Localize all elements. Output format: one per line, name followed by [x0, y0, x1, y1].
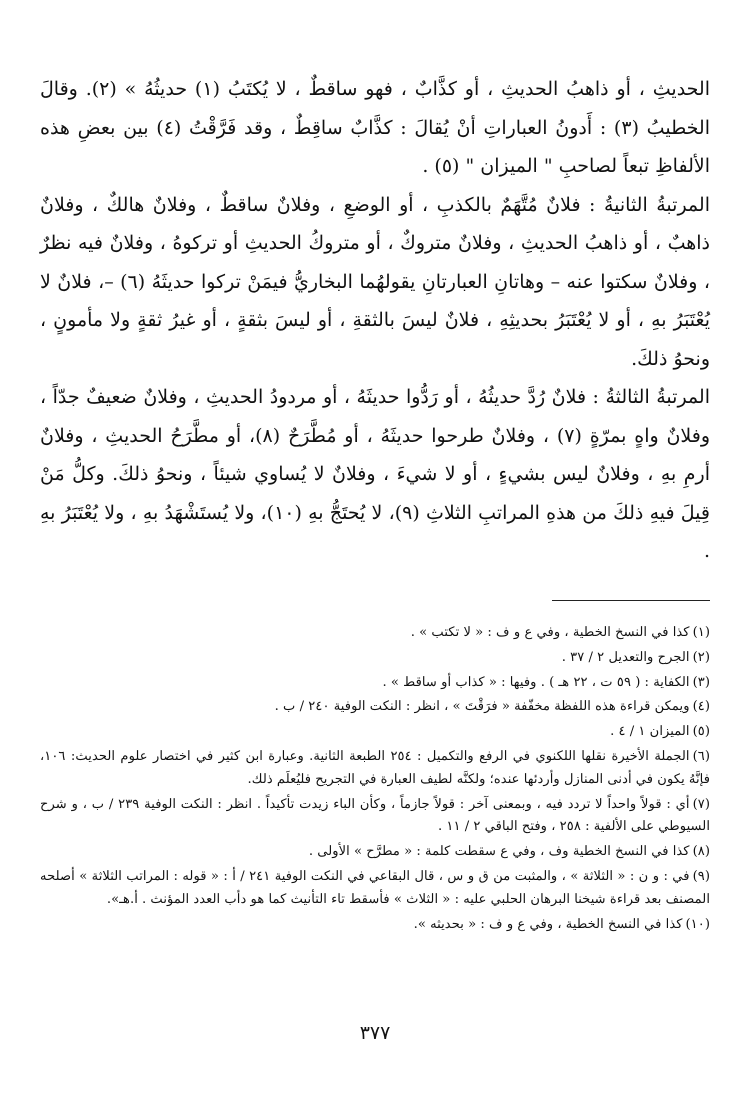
- footnote-number: (٥): [692, 724, 710, 740]
- page-number: ٣٧٧: [359, 1022, 391, 1044]
- footnote-text: كذا في النسخ الخطية ، وفي ع و ف : « بحديثه ».: [413, 916, 683, 932]
- paragraph-third-rank: المرتبةُ الثالثةُ : فلانٌ رُدَّ حديثُهُ ، أو رَدُّوا حديثَهُ ، أو مردودُ الحديثِ ، وفلانٌ ضعيفٌ جدّاً ، وفلانٌ واهٍ بمرّةٍ (٧) ، وفلانٌ طرحوا حديثَهُ ، أو مُطَّرَحٌ (٨)، أو مطَّرَحُ الحديثِ ، وفلانٌ أرمِ بهِ ، وفلانٌ ليس بشيءٍ ، أو لا شيءَ ، وفلانٌ لا يُساوي شيئاً ، ونحوُ ذلكَ. وكلُّ مَنْ قِيلَ فيهِ ذلكَ من هذهِ المراتبِ الثلاثِ (٩)، لا يُحتَجُّ بهِ (١٠)، ولا يُستَشْهَدُ بهِ ، ولا يُعْتَبَرُ بهِ .: [40, 386, 711, 562]
- footnote: [40, 914, 710, 937]
- footnote: [40, 672, 710, 695]
- footnote-text: كذا في النسخ الخطية ، وفي ع و ف : « لا تكتب » .: [410, 625, 690, 640]
- footnote-text: الميزان ١ / ٤ .: [610, 724, 690, 740]
- footnote-text: الجملة الأخيرة نقلها اللكنوي في الرفع والتكميل : ٢٥٤ الطبعة الثانية. وعبارة ابن كثير في اختصار علوم الحديث: ١٠٦، فإنَّهُ يكون في أدنى المنازل وأردئها عنده؛ ولكنَّه لطيف العبارة في التجريح فليُعلَم ذلك.: [40, 748, 710, 787]
- footnote: [40, 721, 710, 744]
- footnote-number: (٦): [692, 748, 710, 764]
- footnote: [40, 794, 710, 840]
- footnote-number: (٧): [692, 796, 711, 812]
- footnote-number: (٨): [692, 844, 710, 860]
- footnotes: [40, 622, 710, 938]
- footnote-text: في : و ن : « الثلاثة » ، والمثبت من ق و س ، قال البقاعي في النكت الوفية ٢٤١ / أ : « قوله : المراتب الثلاثة » أصلحه المصنف بعد قراءة شيخنا البرهان الحلبي عليه : « الثلاث » فأسقط تاء التأنيث كما هو دأب العدد المؤنث . أ.هـ».: [40, 868, 710, 907]
- footnote-text: الجرح والتعديل ٢ / ٣٧ .: [561, 649, 690, 665]
- footnote: [40, 866, 710, 912]
- paragraph-continuation: الحديثِ ، أو ذاهبُ الحديثِ ، أو كذَّابٌ ، فهو ساقطٌ ، لا يُكتَبُ (١) حديثُهُ » (٢). وقالَ الخطيبُ (٣) : أَدونُ العباراتِ أنْ يُقالَ : كذَّابٌ ساقِطٌ ، وقد فَرَّقْتُ (٤) بين بعضِ هذه الألفاظِ تبعاً لصاحبِ " الميزان " (٥) .: [40, 78, 711, 177]
- main-text: [40, 70, 710, 571]
- footnote: [40, 696, 710, 719]
- footnote-number: (٩): [692, 868, 711, 884]
- footnote-text: الكفاية : ( ٥٩ ت ، ٢٢ هـ ) . وفيها : « كذاب أو ساقط » .: [382, 674, 690, 690]
- footnote-number: (١): [692, 625, 710, 640]
- footnote-text: أي : قولاً واحداً لا تردد فيه ، وبمعنى آخر : قولاً جازماً ، وكأن الباء زيدت تأكيداً . انظر : النكت الوفية ٢٣٩ / ب ، و شرح السيوطي على الألفية : ٢٥٨ ، وفتح الباقي ٢ / ١١ .: [40, 796, 710, 835]
- footnote-text: ويمكن قراءة هذه اللفظة مخفّفة « فرَقْتَ » ، انظر : النكت الوفية ٢٤٠ / ب .: [274, 699, 690, 715]
- footnote-number: (٣): [692, 674, 710, 690]
- book-page: [40, 70, 710, 1070]
- footnote-separator: [552, 600, 710, 601]
- footnote-text: كذا في النسخ الخطية وف ، وفي ع سقطت كلمة : « مطرَّح » الأولى .: [308, 844, 690, 860]
- footnote: [40, 746, 710, 792]
- footnote: [40, 841, 710, 864]
- paragraph-second-rank: المرتبةُ الثانيةُ : فلانٌ مُتَّهَمٌ بالكذبِ ، أو الوضعِ ، وفلانٌ ساقطٌ ، وفلانٌ هالكٌ ، وفلانٌ ذاهبٌ ، أو ذاهبُ الحديثِ ، وفلانٌ متروكٌ ، أو متروكُ الحديثِ أو تركوهُ ، وفلانٌ فيه نظرٌ ، وفلانٌ سكتوا عنه – وهاتانِ العبارتانِ يقولهُما البخاريُّ فيمَنْ تركوا حديثَهُ (٦) –، فلانٌ لا يُعْتَبَرُ بهِ ، أو لا يُعْتَبَرُ بحديثِهِ ، فلانٌ ليسَ بالثقةِ ، أو ليسَ بثقةٍ ، أو غيرُ ثقةٍ ولا مأمونٍ ، ونحوُ ذلكَ.: [40, 193, 710, 370]
- footnote: [40, 622, 710, 645]
- footnote-number: (١٠): [685, 916, 710, 932]
- footnote-number: (٢): [692, 649, 710, 665]
- footnote-number: (٤): [692, 699, 710, 715]
- footnote: [40, 647, 710, 670]
